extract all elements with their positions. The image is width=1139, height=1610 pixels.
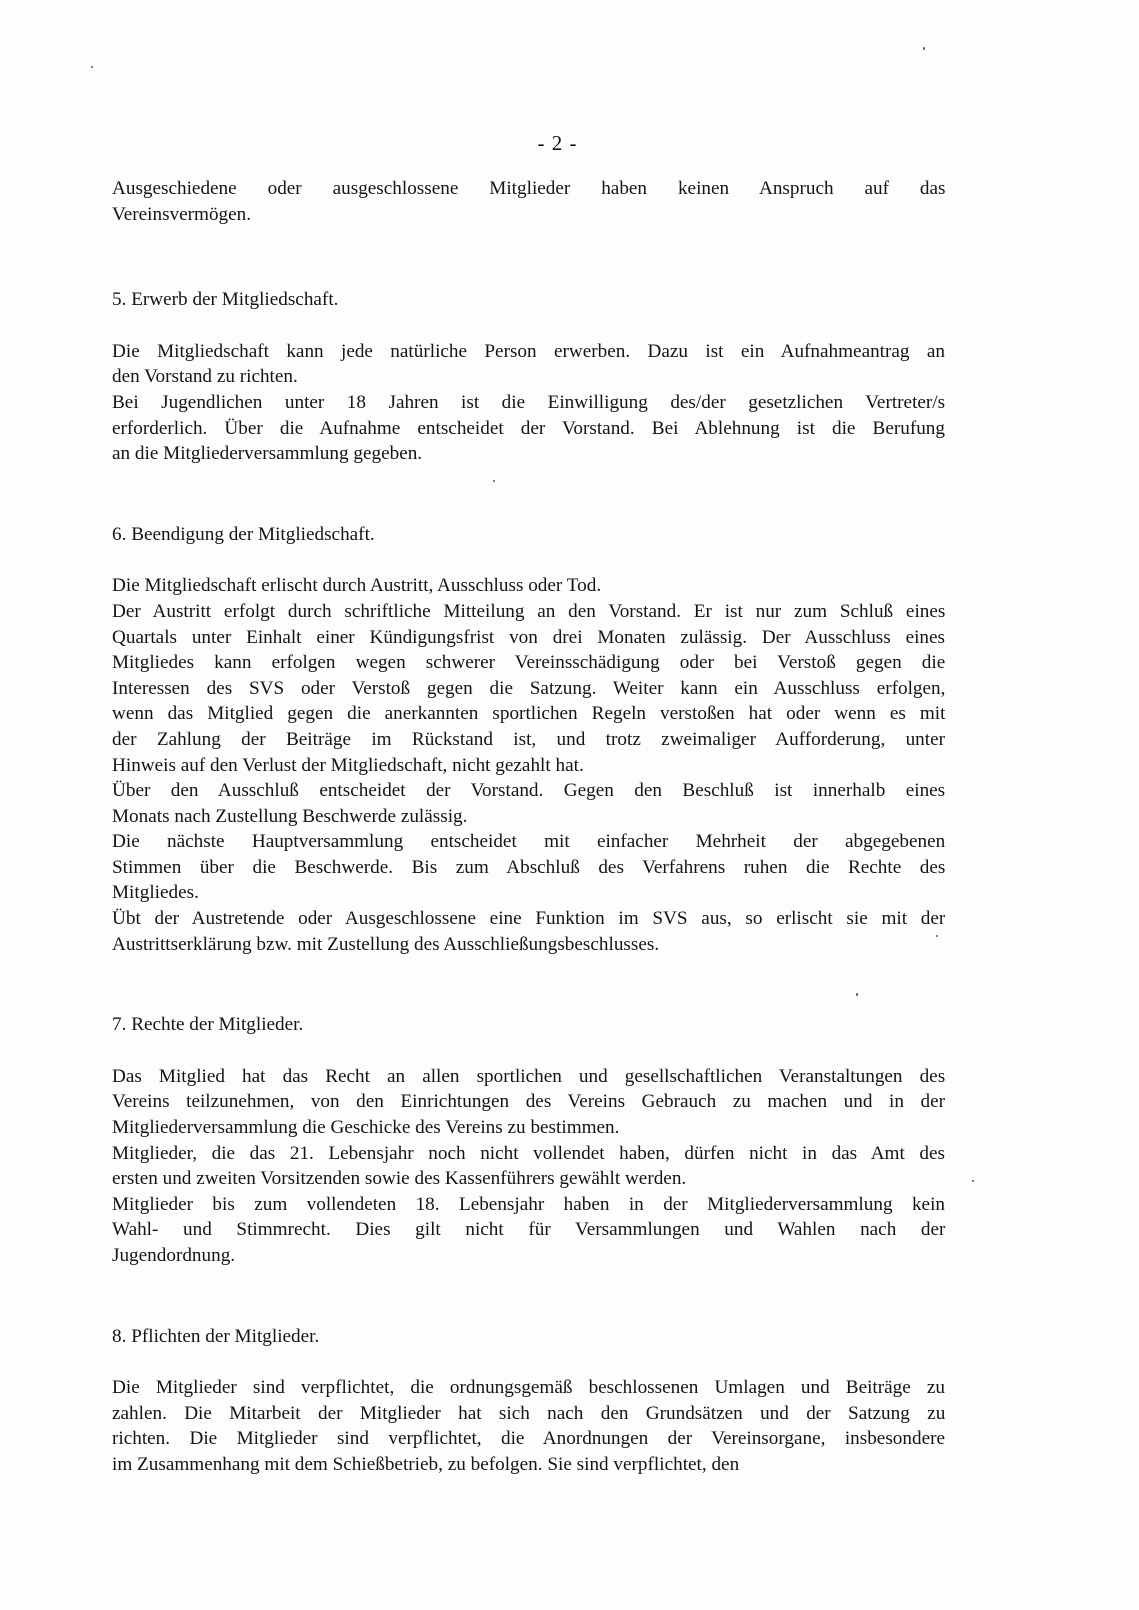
text-line: wenn das Mitglied gegen die anerkannten sportlichen Regeln verstoßen hat oder wenn es mit bbox=[112, 703, 946, 725]
text-line: Mitglieder, die das 21. Lebensjahr noch nicht vollendet haben, dürfen nicht in das Amt des bbox=[112, 1142, 945, 1164]
text-line: an die Mitgliederversammlung gegeben. bbox=[112, 443, 423, 465]
text-line: Stimmen über die Beschwerde. Bis zum Abschluß des Verfahrens ruhen die Rechte des bbox=[112, 856, 946, 878]
section-heading: 5. Erwerb der Mitgliedschaft. bbox=[112, 289, 339, 311]
scan-speck bbox=[923, 47, 925, 50]
text-line: Monats nach Zustellung Beschwerde zulässig. bbox=[112, 805, 468, 827]
text-line: Über den Ausschluß entscheidet der Vorstand. Gegen den Beschluß ist innerhalb eines bbox=[112, 780, 946, 802]
text-line: Mitgliederversammlung die Geschicke des Vereins zu bestimmen. bbox=[112, 1117, 620, 1139]
text-line: erforderlich. Über die Aufnahme entscheidet der Vorstand. Bei Ablehnung ist die Berufung bbox=[112, 417, 945, 439]
scan-speck bbox=[856, 993, 858, 996]
scan-speck bbox=[972, 1180, 974, 1182]
text-line: Mitgliedes. bbox=[112, 882, 199, 904]
text-line: Bei Jugendlichen unter 18 Jahren ist die Einwilligung des/der gesetzlichen Vertreter/s bbox=[112, 391, 946, 413]
text-line: Die Mitgliedschaft kann jede natürliche Person erwerben. Dazu ist ein Aufnahmeantrag an bbox=[112, 340, 945, 362]
text-line: richten. Die Mitglieder sind verpflichtet, die Anordnungen der Vereinsorgane, insbesondere bbox=[112, 1428, 945, 1450]
document-body bbox=[112, 176, 945, 1478]
text-line: Ausgeschiedene oder ausgeschlossene Mitglieder haben keinen Anspruch auf das bbox=[112, 178, 946, 199]
section-paragraph bbox=[112, 339, 945, 467]
text-line: im Zusammenhang mit dem Schießbetrieb, zu befolgen. Sie sind verpflichtet, den bbox=[112, 1453, 740, 1475]
section-heading: 7. Rechte der Mitglieder. bbox=[112, 1014, 304, 1036]
section-paragraph bbox=[112, 1064, 945, 1269]
section-8 bbox=[112, 1324, 945, 1478]
intro-paragraph bbox=[112, 176, 945, 227]
text-line: Der Austritt erfolgt durch schriftliche Mitteilung an den Vorstand. Er ist nur zum Schluß eines bbox=[112, 600, 946, 622]
text-line: Vereinsvermögen. bbox=[112, 203, 252, 225]
section-paragraph bbox=[112, 573, 945, 957]
text-line: Die Mitgliedschaft erlischt durch Austritt, Ausschluss oder Tod. bbox=[112, 575, 602, 597]
text-line: Vereins teilzunehmen, von den Einrichtungen des Vereins Gebrauch zu machen und in der bbox=[112, 1091, 945, 1113]
text-line: Übt der Austretende oder Ausgeschlossene eine Funktion im SVS aus, so erlischt sie mit der bbox=[112, 908, 946, 930]
text-line: zahlen. Die Mitarbeit der Mitglieder hat sich nach den Grundsätzen und der Satzung zu bbox=[112, 1402, 946, 1424]
text-line: den Vorstand zu richten. bbox=[112, 366, 298, 388]
section-6 bbox=[112, 522, 945, 958]
text-line: Das Mitglied hat das Recht an allen sportlichen und gesellschaftlichen Veranstaltungen des bbox=[112, 1065, 946, 1087]
scan-speck bbox=[493, 480, 495, 482]
text-line: Die nächste Hauptversammlung entscheidet mit einfacher Mehrheit der abgegebenen bbox=[112, 831, 946, 853]
text-line: Jugendordnung. bbox=[112, 1245, 236, 1266]
section-7 bbox=[112, 1012, 945, 1268]
section-5 bbox=[112, 287, 945, 467]
text-line: Hinweis auf den Verlust der Mitgliedschaft, nicht gezahlt hat. bbox=[112, 754, 584, 776]
text-line: Die Mitglieder sind verpflichtet, die ordnungsgemäß beschlossenen Umlagen und Beiträge zu bbox=[112, 1377, 945, 1399]
text-line: ersten und zweiten Vorsitzenden sowie des Kassenführers gewählt werden. bbox=[112, 1168, 687, 1190]
text-line: Mitgliedes kann erfolgen wegen schwerer Vereinsschädigung oder bei Verstoß gegen die bbox=[112, 652, 946, 674]
text-line: Wahl- und Stimmrecht. Dies gilt nicht für Versammlungen und Wahlen nach der bbox=[112, 1219, 946, 1241]
text-line: Quartals unter Einhalt einer Kündigungsfrist von drei Monaten zulässig. Der Ausschluss eines bbox=[112, 626, 945, 648]
text-line: Interessen des SVS oder Verstoß gegen die Satzung. Weiter kann ein Ausschluss erfolgen, bbox=[112, 677, 946, 699]
scan-speck bbox=[936, 935, 938, 937]
text-line: der Zahlung der Beiträge im Rückstand ist, und trotz zweimaliger Aufforderung, unter bbox=[112, 728, 946, 750]
section-heading: 8. Pflichten der Mitglieder. bbox=[112, 1325, 320, 1347]
section-heading: 6. Beendigung der Mitgliedschaft. bbox=[112, 523, 375, 545]
scan-speck bbox=[91, 66, 93, 68]
page-number: - 2 - bbox=[537, 131, 578, 155]
text-line: Mitglieder bis zum vollendeten 18. Lebensjahr haben in der Mitgliederversammlung kein bbox=[112, 1193, 945, 1215]
section-paragraph bbox=[112, 1375, 945, 1477]
text-line: Austrittserklärung bzw. mit Zustellung des Ausschließungsbeschlusses. bbox=[112, 933, 660, 955]
